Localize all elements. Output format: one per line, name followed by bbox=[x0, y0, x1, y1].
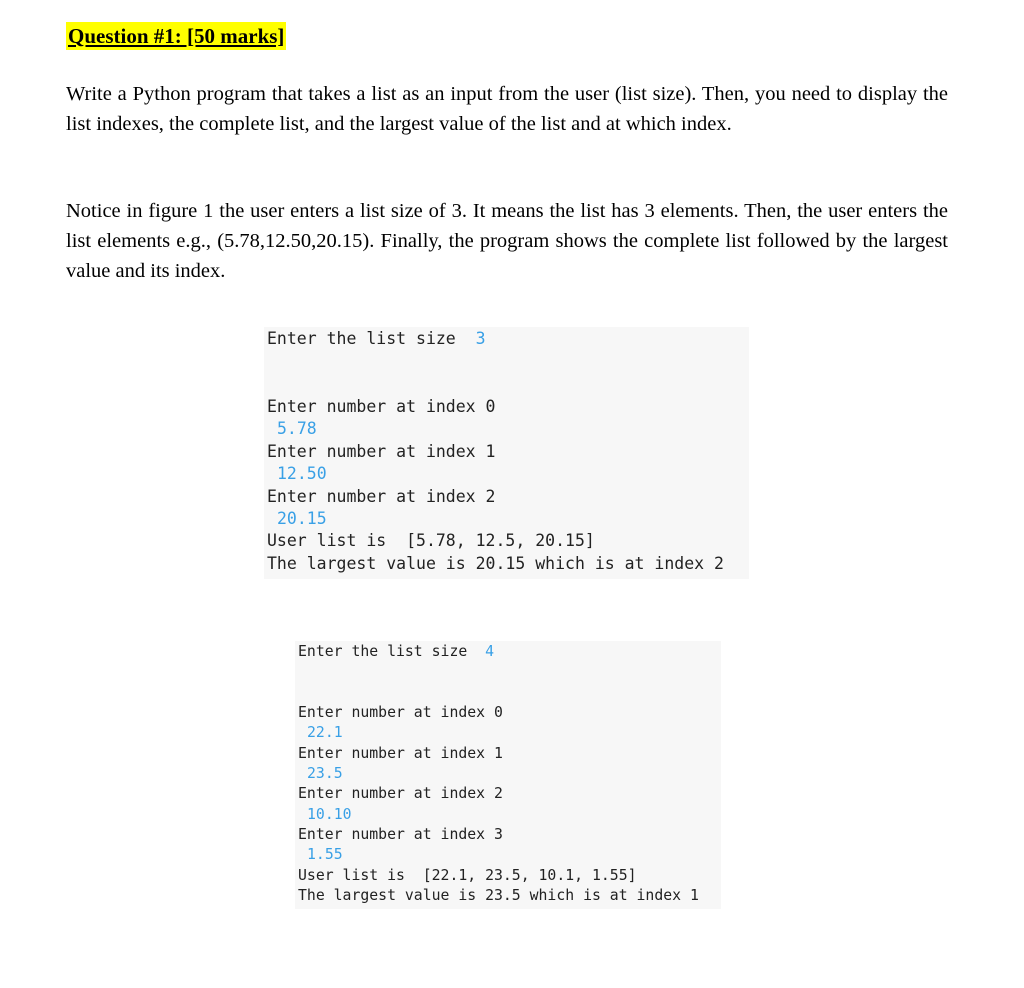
question-title: Question #1: [50 marks] bbox=[68, 24, 285, 48]
size-input-value: 4 bbox=[485, 643, 495, 660]
console-example-2 bbox=[295, 641, 721, 909]
index-prompt: Enter number at index 3 bbox=[298, 826, 503, 843]
index-prompt: Enter number at index 1 bbox=[267, 442, 496, 461]
console-example-1 bbox=[264, 327, 749, 579]
input-value: 20.15 bbox=[277, 509, 327, 528]
size-prompt: Enter the list size bbox=[267, 329, 456, 348]
size-prompt: Enter the list size bbox=[298, 643, 468, 660]
index-prompt: Enter number at index 1 bbox=[298, 745, 503, 762]
largest-value-output: The largest value is 20.15 which is at index 2 bbox=[267, 554, 724, 573]
input-value: 10.10 bbox=[307, 806, 352, 823]
input-value: 5.78 bbox=[277, 419, 317, 438]
input-value: 22.1 bbox=[307, 724, 343, 741]
input-value: 1.55 bbox=[307, 846, 343, 863]
example-description-paragraph: Notice in figure 1 the user enters a list size of 3. It means the list has 3 elements. Then, the user enters the list elements e.g., (5.78,12.50,20.15). Finally, the program shows the complete list followed by the largest value and its index. bbox=[66, 200, 948, 282]
index-prompt: Enter number at index 2 bbox=[267, 487, 496, 506]
instruction-paragraph: Write a Python program that takes a list as an input from the user (list size). Then, you need to display the list indexes, the complete list, and the largest value of the list and at which index. bbox=[66, 83, 948, 135]
input-value: 23.5 bbox=[307, 765, 343, 782]
index-prompt: Enter number at index 0 bbox=[298, 704, 503, 721]
size-prompt-line bbox=[267, 329, 486, 348]
user-list-output: User list is [5.78, 12.5, 20.15] bbox=[267, 531, 595, 550]
size-input-value: 3 bbox=[475, 329, 486, 348]
input-value: 12.50 bbox=[277, 464, 327, 483]
user-list-output: User list is [22.1, 23.5, 10.1, 1.55] bbox=[298, 867, 637, 884]
index-prompt: Enter number at index 2 bbox=[298, 785, 503, 802]
index-prompt: Enter number at index 0 bbox=[267, 397, 496, 416]
largest-value-output: The largest value is 23.5 which is at index 1 bbox=[298, 887, 699, 904]
size-prompt-line bbox=[298, 643, 494, 660]
